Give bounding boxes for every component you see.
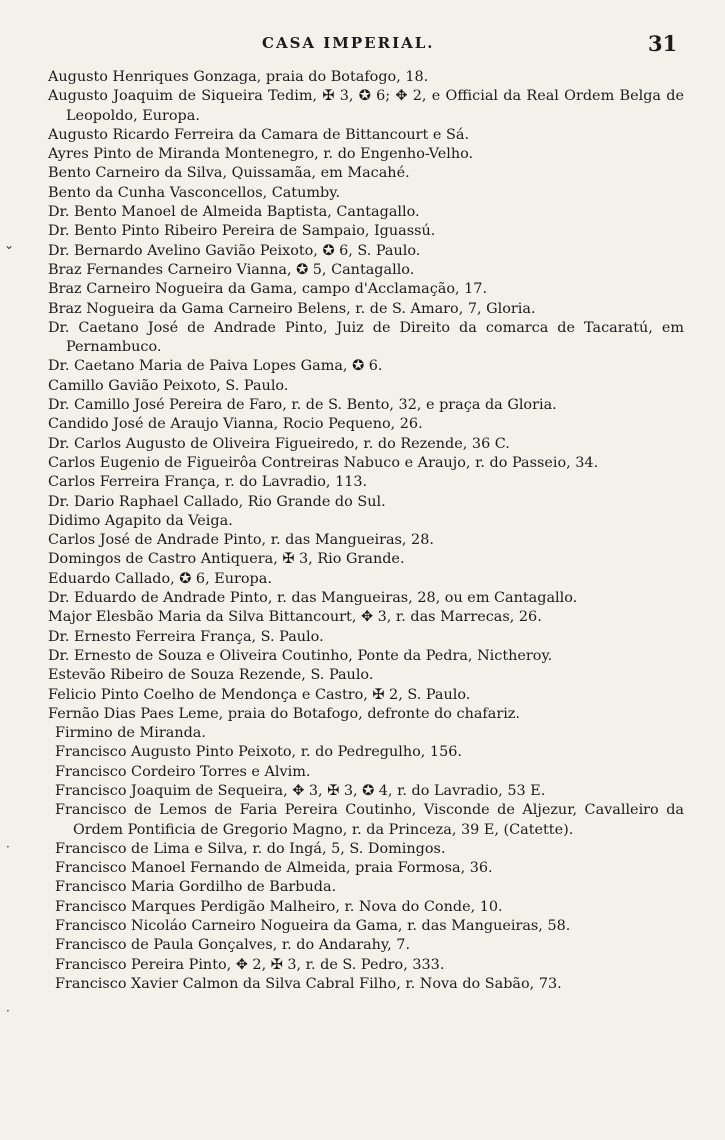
- list-item: Carlos Eugenio de Figueirôa Contreiras Nabuco e Araujo, r. do Passeio, 34.: [48, 454, 599, 471]
- list-item: Francisco Maria Gordilho de Barbuda.: [55, 879, 337, 896]
- list-item: Dr. Eduardo de Andrade Pinto, r. das Mangueiras, 28, ou em Cantagallo.: [48, 590, 578, 607]
- running-title: CASA IMPERIAL.: [262, 34, 435, 52]
- list-item: Francisco Cordeiro Torres e Alvim.: [55, 763, 311, 780]
- list-item: Didimo Agapito da Veiga.: [48, 512, 233, 529]
- list-item: Candido José de Araujo Vianna, Rocio Pequeno, 26.: [48, 416, 423, 433]
- list-item: Dr. Bento Pinto Ribeiro Pereira de Sampaio, Iguassú.: [48, 223, 436, 240]
- list-item: Francisco Joaquim de Sequeira, ✥ 3, ✠ 3, ✪ 4, r. do Lavradio, 53 E.: [55, 782, 546, 799]
- margin-mark: ·: [6, 1004, 10, 1018]
- list-item: Braz Fernandes Carneiro Vianna, ✪ 5, Cantagallo.: [48, 261, 415, 278]
- margin-mark: ·: [6, 840, 10, 854]
- list-item: Dr. Camillo José Pereira de Faro, r. de S. Bento, 32, e praça da Gloria.: [48, 397, 557, 414]
- list-item: Felicio Pinto Coelho de Mendonça e Castro, ✠ 2, S. Paulo.: [48, 686, 471, 703]
- list-item: Estevão Ribeiro de Souza Rezende, S. Paulo.: [48, 667, 374, 684]
- list-item: Francisco de Lima e Silva, r. do Ingá, 5, S. Domingos.: [55, 840, 446, 857]
- list-item: Francisco de Paula Gonçalves, r. do Andarahy, 7.: [55, 937, 411, 954]
- list-item: Dr. Bento Manoel de Almeida Baptista, Cantagallo.: [48, 204, 420, 221]
- list-item: Dr. Caetano Maria de Paiva Lopes Gama, ✪ 6.: [48, 358, 383, 375]
- list-item: Francisco Nicoláo Carneiro Nogueira da Gama, r. das Mangueiras, 58.: [55, 918, 571, 935]
- list-item: Braz Nogueira da Gama Carneiro Belens, r. de S. Amaro, 7, Gloria.: [48, 300, 536, 317]
- list-item: Carlos José de Andrade Pinto, r. das Mangueiras, 28.: [48, 532, 434, 549]
- list-item: Dr. Dario Raphael Callado, Rio Grande do Sul.: [48, 493, 386, 510]
- entry-list: [48, 68, 684, 994]
- list-item: Braz Carneiro Nogueira da Gama, campo d'Acclamação, 17.: [48, 281, 488, 298]
- list-item: Dr. Caetano José de Andrade Pinto, Juiz de Direito da comarca de Tacaratú, em Pernambuco.: [48, 319, 684, 356]
- list-item: Bento Carneiro da Silva, Quissamãa, em Macahé.: [48, 165, 410, 182]
- list-item: Dr. Carlos Augusto de Oliveira Figueiredo, r. do Rezende, 36 C.: [48, 435, 510, 452]
- list-item: Dr. Ernesto Ferreira França, S. Paulo.: [48, 628, 324, 645]
- list-item: Major Elesbão Maria da Silva Bittancourt, ✥ 3, r. das Marrecas, 26.: [48, 609, 542, 626]
- list-item: Domingos de Castro Antiquera, ✠ 3, Rio Grande.: [48, 551, 405, 568]
- list-item: Eduardo Callado, ✪ 6, Europa.: [48, 570, 272, 587]
- list-item: Francisco Augusto Pinto Peixoto, r. do Pedregulho, 156.: [55, 744, 462, 761]
- page-number: 31: [648, 31, 678, 56]
- list-item: Firmino de Miranda.: [55, 725, 206, 742]
- list-item: Francisco Marques Perdigão Malheiro, r. Nova do Conde, 10.: [55, 898, 503, 915]
- list-item: Francisco Pereira Pinto, ✥ 2, ✠ 3, r. de S. Pedro, 333.: [55, 956, 445, 973]
- page-header: [0, 31, 725, 58]
- margin-mark: ⌄: [4, 238, 15, 252]
- list-item: Dr. Ernesto de Souza e Oliveira Coutinho, Ponte da Pedra, Nictheroy.: [48, 647, 553, 664]
- list-item: Camillo Gavião Peixoto, S. Paulo.: [48, 377, 289, 394]
- list-item: Augusto Henriques Gonzaga, praia do Botafogo, 18.: [48, 69, 429, 85]
- list-item: Augusto Joaquim de Siqueira Tedim, ✠ 3, ✪ 6; ✥ 2, e Official da Real Ordem Belga de Leopoldo, Europa.: [48, 88, 684, 124]
- list-item: Augusto Ricardo Ferreira da Camara de Bittancourt e Sá.: [48, 126, 470, 143]
- list-item: Bento da Cunha Vasconcellos, Catumby.: [48, 184, 341, 201]
- list-item: Francisco Manoel Fernando de Almeida, praia Formosa, 36.: [55, 860, 493, 877]
- list-item: Francisco Xavier Calmon da Silva Cabral Filho, r. Nova do Sabão, 73.: [55, 975, 562, 992]
- list-item: Ayres Pinto de Miranda Montenegro, r. do Engenho-Velho.: [48, 146, 474, 163]
- list-item: Carlos Ferreira França, r. do Lavradio, 113.: [48, 474, 368, 491]
- list-item: Dr. Bernardo Avelino Gavião Peixoto, ✪ 6, S. Paulo.: [48, 242, 421, 259]
- list-item: Francisco de Lemos de Faria Pereira Coutinho, Visconde de Aljezur, Cavalleiro da Ordem Pontificia de Gregorio Magno, r. da Princeza, 39 E, (Catette).: [55, 802, 684, 838]
- list-item: Fernão Dias Paes Leme, praia do Botafogo, defronte do chafariz.: [48, 705, 520, 722]
